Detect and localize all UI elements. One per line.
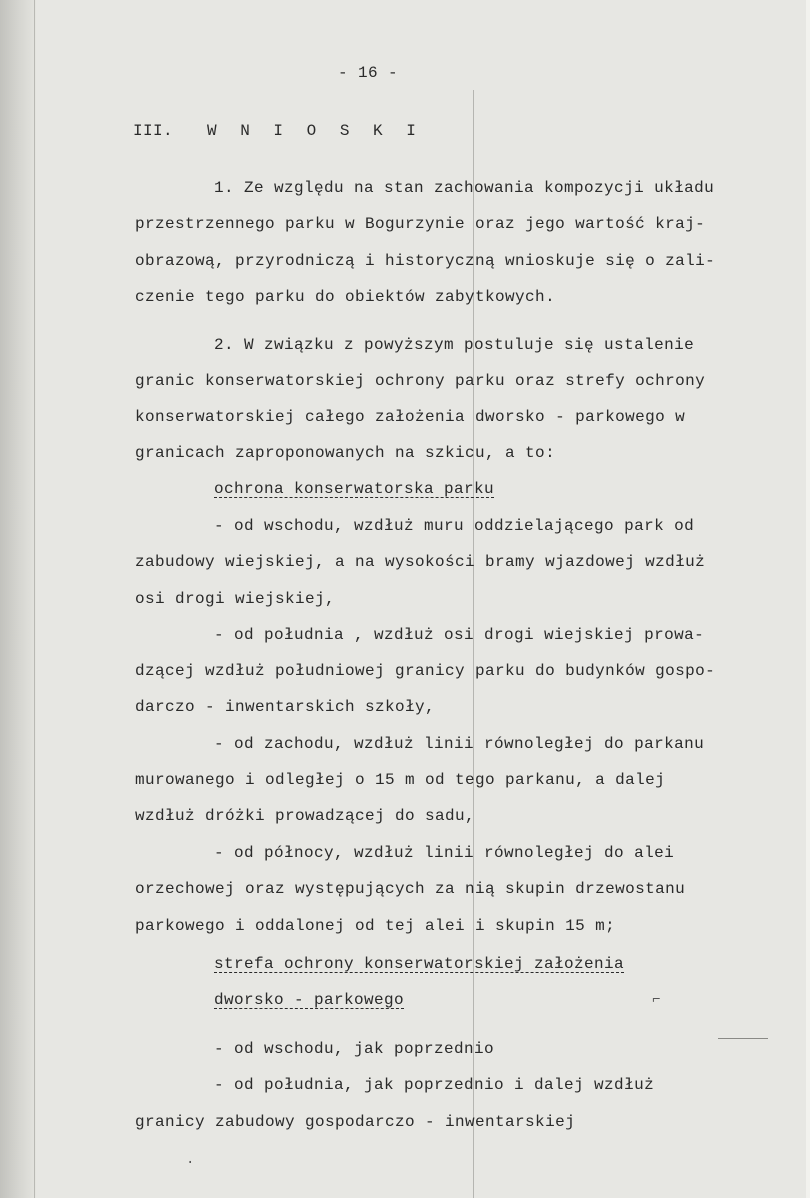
section-title: W N I O S K I xyxy=(207,122,423,140)
binding-shadow-line xyxy=(34,0,35,1198)
north-line-1: - od północy, wzdłuż linii równoległej do alei xyxy=(214,844,675,862)
west-line-1: - od zachodu, wzdłuż linii równoległej do parkanu xyxy=(214,735,705,753)
paragraph-2-line-1: 2. W związku z powyższym postuluje się ustalenie xyxy=(214,336,695,354)
north-line-2: orzechowej oraz występujących za nią skupin drzewostanu xyxy=(135,880,686,898)
east-line-3: osi drogi wiejskiej, xyxy=(135,590,336,608)
east-line-2: zabudowy wiejskiej, a na wysokości bramy wjazdowej wzdłuż xyxy=(135,553,706,571)
north-line-3: parkowego i oddalonej od tej alei i skupin 15 m; xyxy=(135,917,616,935)
south-line-3: darczo - inwentarskich szkoły, xyxy=(135,698,436,716)
paragraph-2-line-4: granicach zaproponowanych na szkicu, a to: xyxy=(135,444,556,462)
zone-east-line: - od wschodu, jak poprzednio xyxy=(214,1040,495,1058)
south-line-1: - od południa , wzdłuż osi drogi wiejskiej prowa- xyxy=(214,626,705,644)
paragraph-2-line-3: konserwatorskiej całego założenia dworsko - parkowego w xyxy=(135,408,686,426)
south-line-2: dzącej wzdłuż południowej granicy parku do budynków gospo- xyxy=(135,662,716,680)
stray-dot: · xyxy=(186,1155,195,1171)
paragraph-2-line-2: granic konserwatorskiej ochrony parku oraz strefy ochrony xyxy=(135,372,706,390)
paragraph-1-line-2: przestrzennego parku w Bogurzynie oraz jego wartość kraj- xyxy=(135,215,706,233)
paragraph-1-line-3: obrazową, przyrodniczą i historyczną wnioskuje się o zali- xyxy=(135,252,716,270)
west-line-2: murowanego i odległej o 15 m od tego parkanu, a dalej xyxy=(135,771,666,789)
subheading-park-protection: ochrona konserwatorska parku xyxy=(214,480,495,498)
paragraph-1-line-4: czenie tego parku do obiektów zabytkowych. xyxy=(135,288,556,306)
section-numeral: III. xyxy=(133,122,174,140)
zone-south-line-2: granicy zabudowy gospodarczo - inwentarskiej xyxy=(135,1113,576,1131)
stray-tick-mark: ⌐ xyxy=(652,992,661,1008)
subheading-protection-zone-1: strefa ochrony konserwatorskiej założenia xyxy=(214,955,625,973)
zone-south-line-1: - od południa, jak poprzednio i dalej wzdłuż xyxy=(214,1076,655,1094)
stray-pencil-dash xyxy=(718,1038,768,1039)
paragraph-1-line-1: 1. Ze względu na stan zachowania kompozycji układu xyxy=(214,179,715,197)
page-binding-edge xyxy=(0,0,36,1198)
west-line-3: wzdłuż dróżki prowadzącej do sadu, xyxy=(135,807,476,825)
subheading-protection-zone-2: dworsko - parkowego xyxy=(214,991,405,1009)
east-line-1: - od wschodu, wzdłuż muru oddzielającego park od xyxy=(214,517,695,535)
page-right-edge xyxy=(806,0,810,1198)
page-number: - 16 - xyxy=(338,64,399,82)
